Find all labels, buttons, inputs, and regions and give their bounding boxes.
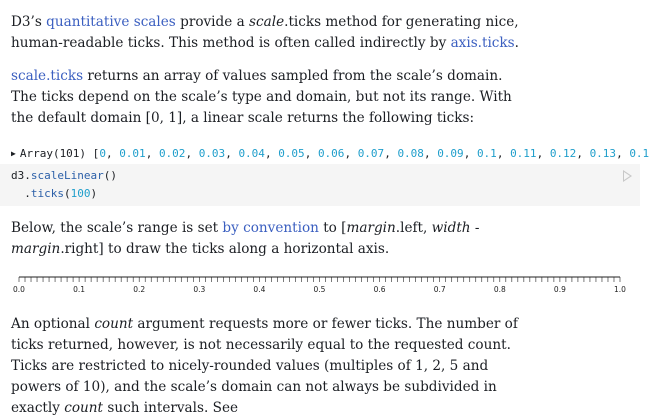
count-emphasis: count — [64, 400, 104, 416]
scale-emphasis: scale — [249, 14, 285, 30]
axis-tick-label: 0.7 — [433, 285, 446, 294]
width-emphasis: width — [431, 220, 471, 236]
array-value: 0.12 — [549, 147, 577, 160]
axis-tick-label: 0.3 — [193, 285, 206, 294]
array-separator: , — [145, 147, 159, 160]
tick-axis — [0, 270, 640, 300]
axis-tick-label: 0.6 — [373, 285, 386, 294]
array-value: 0.11 — [510, 147, 537, 160]
text: .ticks method for generating nice, human-readable ticks. This method is often called indirectly by — [11, 14, 519, 51]
text: D3’s — [11, 14, 47, 30]
scale-ticks-link[interactable]: scale.ticks — [11, 68, 84, 84]
array-value: 0.03 — [198, 147, 226, 160]
code-line-1 — [11, 167, 117, 185]
array-values — [99, 147, 649, 160]
text: . — [514, 35, 519, 51]
array-prefix[interactable]: Array(101) [ — [19, 147, 100, 160]
code-function: scaleLinear — [30, 169, 104, 182]
text: An optional — [11, 316, 95, 332]
axis-tick-label: 0.4 — [253, 285, 266, 294]
array-value: 0.05 — [278, 147, 305, 160]
text: such intervals. See — [103, 400, 239, 416]
range-paragraph — [11, 218, 531, 260]
ticks-paragraph — [11, 66, 531, 129]
code-token: () — [103, 169, 117, 182]
code-number: 100 — [70, 187, 91, 200]
array-separator: , — [384, 147, 398, 160]
array-separator: , — [496, 147, 511, 160]
text: to [ — [318, 220, 347, 236]
array-separator: , — [344, 147, 358, 160]
axis-tick-label: 0.5 — [313, 285, 326, 294]
array-separator: , — [264, 147, 279, 160]
array-value: 0.13 — [589, 147, 617, 160]
array-value: 0.08 — [397, 147, 424, 160]
by-convention-link[interactable]: by convention — [222, 220, 319, 236]
array-separator: , — [185, 147, 199, 160]
array-separator: , — [423, 147, 438, 160]
axis-tick-label: 0.2 — [133, 285, 146, 294]
text: provide a — [175, 14, 250, 30]
cell-output — [0, 144, 649, 164]
text: Below, the scale’s range is set — [11, 220, 223, 236]
array-value: 0.06 — [317, 147, 345, 160]
array-value: 0.1 — [629, 147, 649, 160]
code-token: ) — [90, 187, 98, 200]
count-emphasis: count — [94, 316, 134, 332]
margin-emphasis: margin — [11, 241, 61, 257]
axis-tick-label: 0.0 — [13, 285, 25, 294]
array-separator: , — [616, 147, 630, 160]
text: argument requests more or fewer ticks. The number of ticks returned, however, is not necessarily equal to the requested count. Ticks are restricted to nicely-rounded values (multiples of 1, 2, 5 and powers of 10), and the scale’s domain can not always be subdivided in exactly — [11, 316, 518, 416]
quantitative-scales-link[interactable]: quantitative scales — [46, 14, 176, 30]
array-separator: , — [304, 147, 318, 160]
axis-tick-label: 0.8 — [493, 285, 506, 294]
array-value: 0.09 — [437, 147, 464, 160]
text: - — [470, 220, 480, 236]
code-cell[interactable] — [0, 164, 640, 206]
code-token: . — [11, 187, 31, 200]
array-separator: , — [105, 147, 120, 160]
text: .left, — [395, 220, 432, 236]
array-value: 0 — [99, 147, 106, 160]
code-token: d3 — [11, 169, 25, 182]
array-value: 0.01 — [119, 147, 146, 160]
intro-paragraph — [11, 12, 531, 54]
array-separator: , — [536, 147, 550, 160]
text: returns an array of values sampled from the scale’s domain. The ticks depend on the scale’s type and domain, but not its range. With the default domain [0, 1], a linear scale returns the following ticks: — [11, 68, 512, 126]
array-separator: , — [225, 147, 239, 160]
expand-triangle-icon[interactable]: ▶ — [11, 149, 16, 158]
array-separator: , — [576, 147, 590, 160]
axis-ticks-link[interactable]: axis.ticks — [450, 35, 515, 51]
code-token: . — [24, 169, 31, 182]
code-function: ticks — [30, 187, 64, 200]
count-paragraph — [11, 314, 531, 419]
run-play-icon[interactable] — [623, 170, 632, 182]
array-separator: , — [463, 147, 477, 160]
array-value: 0.1 — [476, 147, 497, 160]
array-value: 0.07 — [357, 147, 385, 160]
axis-tick-label: 0.9 — [553, 285, 566, 294]
margin-emphasis: margin — [346, 220, 396, 236]
code-line-2 — [11, 185, 97, 203]
text: .right] to draw the ticks along a horizontal axis. — [60, 241, 390, 257]
array-value: 0.04 — [238, 147, 265, 160]
code-token: ( — [64, 187, 71, 200]
axis-tick-label: 1.0 — [614, 285, 626, 294]
axis-tick-label: 0.1 — [73, 285, 86, 294]
array-value: 0.02 — [158, 147, 186, 160]
